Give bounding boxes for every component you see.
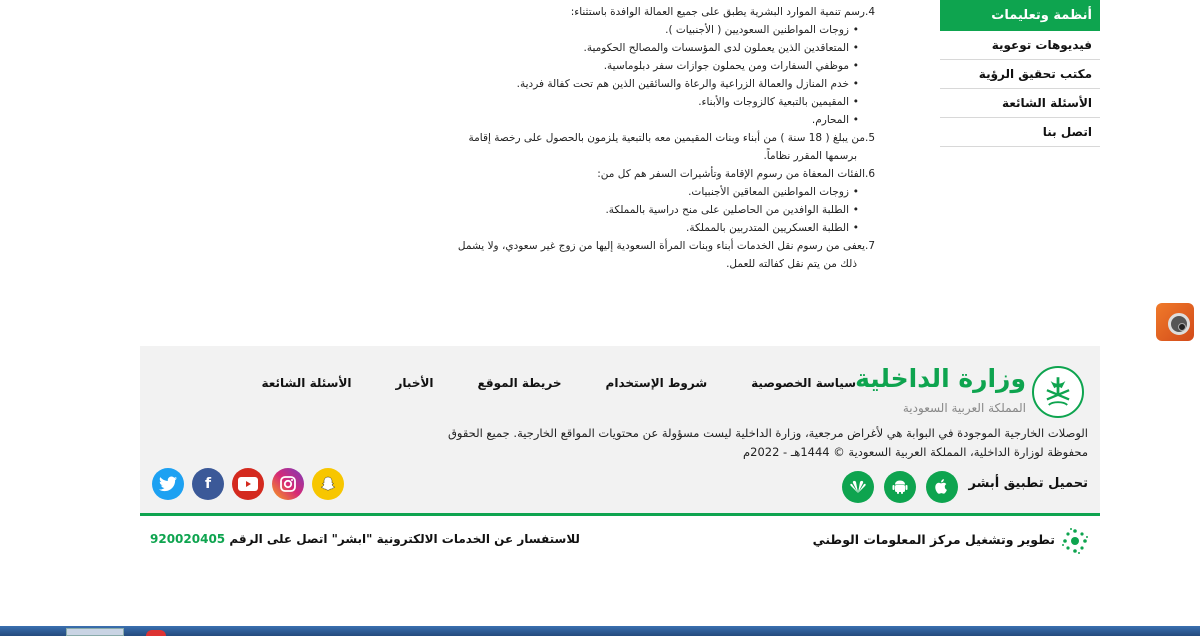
apple-store-icon[interactable] bbox=[926, 471, 958, 503]
sidebar-menu bbox=[940, 0, 1100, 147]
nic-credit-text: تطوير وتشغيل مركز المعلومات الوطني bbox=[812, 532, 1055, 547]
list-item bbox=[380, 3, 875, 21]
disclaimer-line: محفوظة لوزارة الداخلية، المملكة العربية السعودية © 1444هـ - 2022م bbox=[743, 445, 1088, 459]
ministry-title[interactable]: وزارة الداخلية bbox=[855, 364, 1026, 393]
list-item bbox=[380, 129, 875, 147]
footer-nav bbox=[262, 376, 857, 390]
android-store-icon[interactable] bbox=[884, 471, 916, 503]
sub-item: • خدم المنازل والعمالة الزراعية والرعاة والسائقين الذين هم تحت كفالة فردية. bbox=[380, 75, 875, 93]
item-number: 5. bbox=[864, 132, 875, 144]
footer-link-privacy[interactable]: سياسة الخصوصية bbox=[751, 376, 856, 390]
os-taskbar bbox=[0, 626, 1200, 636]
ministry-subtitle: المملكة العربية السعودية bbox=[902, 401, 1026, 415]
huawei-store-icon[interactable] bbox=[842, 471, 874, 503]
camera-lens-dot bbox=[1178, 323, 1186, 331]
sub-item: • الطلبة العسكريين المتدربين بالمملكة. bbox=[380, 219, 875, 237]
sidebar-item-faq[interactable]: الأسئلة الشائعة bbox=[940, 89, 1100, 118]
sidebar-item-awareness-videos[interactable]: فيديوهات توعوية bbox=[940, 31, 1100, 60]
social-links bbox=[152, 468, 344, 500]
footer-link-faq[interactable]: الأسئلة الشائعة bbox=[261, 376, 352, 390]
taskbar-app-icon[interactable] bbox=[146, 630, 166, 636]
item-text-continued: برسمها المقرر نظاماً. bbox=[763, 150, 857, 162]
instagram-icon[interactable] bbox=[272, 468, 304, 500]
list-item bbox=[380, 165, 875, 183]
sidebar-item-systems[interactable]: أنظمة وتعليمات bbox=[940, 0, 1100, 31]
bottom-bar bbox=[140, 516, 1100, 566]
youtube-icon[interactable] bbox=[232, 468, 264, 500]
item-number: 4. bbox=[864, 6, 875, 18]
app-store-links bbox=[842, 471, 958, 503]
camera-lens-icon bbox=[1168, 313, 1190, 335]
sub-item: • زوجات المواطنين المعاقين الأجنبيات. bbox=[380, 183, 875, 201]
sub-item: • المتعاقدين الذين يعملون لدى المؤسسات والمصالح الحكومية. bbox=[380, 39, 875, 57]
list-item bbox=[380, 237, 875, 255]
hotline-number[interactable]: 920020405 bbox=[150, 532, 226, 546]
app-download-label: تحميل تطبيق أبشر bbox=[968, 476, 1088, 491]
sidebar-item-vision-office[interactable]: مكتب تحقيق الرؤية bbox=[940, 60, 1100, 89]
site-footer bbox=[140, 346, 1100, 514]
rules-list bbox=[380, 3, 875, 273]
taskbar-button[interactable] bbox=[66, 628, 124, 636]
camera-icon[interactable] bbox=[1156, 303, 1194, 341]
snapchat-icon[interactable] bbox=[312, 468, 344, 500]
item-text: يعفى من رسوم نقل الخدمات أبناء وبنات المرأة السعودية إليها من زوج غير سعودي، ولا يشمل bbox=[457, 240, 865, 252]
hotline-label: للاستفسار عن الخدمات الالكترونية "ابشر" اتصل على الرقم bbox=[229, 532, 580, 546]
item-text-continued: ذلك من يتم نقل كفالته للعمل. bbox=[726, 258, 857, 270]
sub-item: • المحارم. bbox=[380, 111, 875, 129]
item-number: 6. bbox=[864, 168, 875, 180]
footer-link-news[interactable]: الأخبار bbox=[395, 376, 434, 390]
item-text: رسم تنمية الموارد البشرية يطبق على جميع العمالة الوافدة باستثناء: bbox=[570, 6, 865, 18]
footer-disclaimer bbox=[348, 424, 1088, 462]
footer-link-sitemap[interactable]: خريطة الموقع bbox=[477, 376, 562, 390]
sidebar-item-contact[interactable]: اتصل بنا bbox=[940, 118, 1100, 147]
sub-item: • زوجات المواطنين السعوديين ( الأجنبيات ). bbox=[380, 21, 875, 39]
footer-link-terms[interactable]: شروط الإستخدام bbox=[605, 376, 708, 390]
sub-item: • موظفي السفارات ومن يحملون جوازات سفر دبلوماسية. bbox=[380, 57, 875, 75]
hotline-text bbox=[150, 532, 580, 546]
item-text: من يبلغ ( 18 سنة ) من أبناء وبنات المقيمين معه بالتبعية يلزمون بالحصول على رخصة إقامة bbox=[468, 132, 865, 144]
ministry-emblem-icon[interactable] bbox=[1032, 366, 1084, 418]
sub-item: • المقيمين بالتبعية كالزوجات والأبناء. bbox=[380, 93, 875, 111]
twitter-icon[interactable] bbox=[152, 468, 184, 500]
facebook-icon[interactable]: f bbox=[192, 468, 224, 500]
sub-item: • الطلبة الوافدين من الحاصلين على منح دراسية بالمملكة. bbox=[380, 201, 875, 219]
item-number: 7. bbox=[864, 240, 875, 252]
nic-logo-icon[interactable] bbox=[1060, 526, 1090, 556]
item-text: الفئات المعفاة من رسوم الإقامة وتأشيرات السفر هم كل من: bbox=[597, 168, 865, 180]
disclaimer-line: الوصلات الخارجية الموجودة في البوابة هي لأغراض مرجعية، وزارة الداخلية ليست مسؤولة عن محتويات المواقع الخارجية. جميع الحقوق bbox=[447, 426, 1088, 440]
